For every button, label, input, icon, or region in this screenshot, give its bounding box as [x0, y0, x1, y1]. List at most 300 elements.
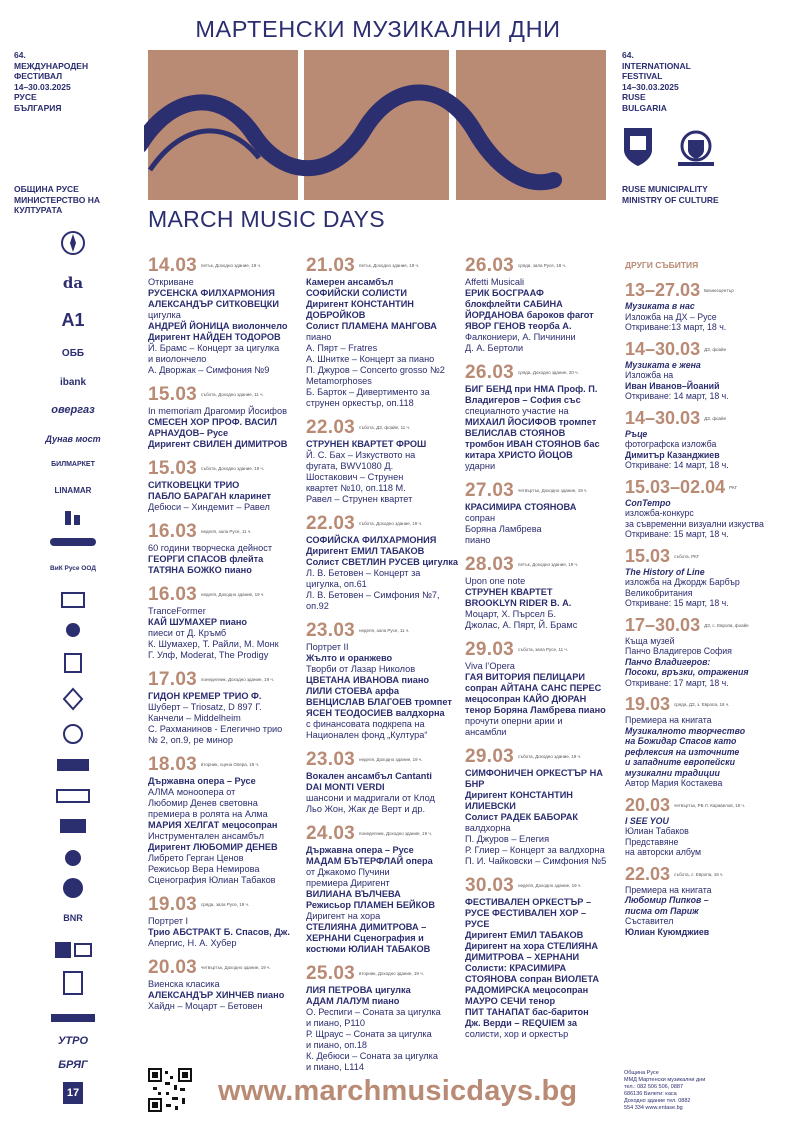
info-line: 64. [14, 50, 26, 60]
event-date: 29.03 [465, 639, 515, 660]
event-detail-line: Режисьор Вера Немирова [148, 864, 260, 874]
other-event-venue: събота, с. Европа, 18 ч. [674, 871, 724, 877]
program-column-3 [465, 255, 615, 1048]
event-detail-line: Канчели – Middelheim [148, 713, 241, 723]
other-event [625, 339, 795, 402]
concert-event [148, 894, 298, 949]
other-event-detail-line: Премиера на книгата [625, 715, 712, 725]
event-detail-line: ДИМИТРОВА – ХЕРНАНИ [465, 952, 580, 962]
sponsor-logo: 17 [63, 1082, 83, 1104]
event-detail-line: Държавна опера – Русе [148, 776, 256, 786]
sponsor-logo-mark [38, 1012, 108, 1024]
event-detail-line: Солисти: КРАСИМИРА [465, 963, 567, 973]
event-detail-line: П. Джуров – Елегия [465, 834, 550, 844]
event-date: 14.03 [148, 255, 198, 276]
event-detail-line: от Джакомо Пучини [306, 867, 390, 877]
event-detail-line: ГЕОРГИ СПАСОВ флейта [148, 554, 264, 564]
event-detail-line: РАДОМИРСКА мецосопран [465, 985, 589, 995]
other-event-date: 15.03 [625, 545, 671, 566]
event-detail-line: Либрето Герган Ценов [148, 853, 244, 863]
other-event-detail-line: Юлиан Табаков [625, 826, 689, 836]
event-detail-line: премиера Диригент [306, 878, 390, 888]
event-detail-line: Affetti Musicali [465, 277, 525, 287]
other-event-detail-line: фотографска изложба [625, 439, 717, 449]
other-event-detail-line: Откриване:13 март, 18 ч. [625, 322, 727, 332]
other-event-venue: събота, РКГ [674, 553, 700, 559]
other-event-venue: ДЗ, фоайе [704, 415, 727, 421]
event-detail-line: Солист СВЕТЛИН РУСЕВ цигулка [306, 557, 459, 567]
event-detail-line: Диригент на хора [306, 911, 381, 921]
other-event-detail-line: Иван Иванов–Йоаний [625, 380, 720, 391]
event-detail-line: TranceFormer [148, 606, 206, 616]
other-event-detail-line: Великобритания [625, 587, 693, 598]
event-detail-line: солисти, хор и оркестър [465, 1029, 569, 1039]
contact-line: 554 334 www.entase.bg [624, 1105, 683, 1111]
event-detail-line: ВИЛИАНА ВЪЛЧЕВА [306, 889, 401, 899]
event-detail-line: и виолончело [148, 354, 207, 364]
other-events-list [625, 280, 795, 943]
event-detail-line: Дж. Верди – REQUIEM за [465, 1018, 577, 1028]
concert-event [465, 480, 615, 546]
sponsor-logo: Дунав мост [45, 434, 101, 444]
sponsor-logo-mark [38, 786, 108, 806]
event-venue-time: понеделник, Доходно здание, 19 ч. [201, 677, 274, 682]
event-detail-line: Равел – Струнен квартет [306, 494, 413, 504]
sponsor-logo: BNR [63, 913, 83, 923]
event-detail-line: К. Шумахер, Т. Райли, М. Монк [148, 639, 279, 649]
event-detail-line: Metamorphoses [306, 376, 372, 386]
event-detail-line: Виенска класика [148, 979, 220, 989]
event-detail-line: ГИДОН КРЕМЕР ТРИО Ф. [148, 691, 262, 701]
event-detail-line: мецосопран КАЙО ДЮРАН [465, 694, 587, 704]
event-detail-line: ЛИЯ ПЕТРОВА цигулка [306, 985, 411, 995]
event-detail-line: Сценография Юлиан Табаков [148, 875, 276, 885]
other-event-detail-line: Откриване: 15 март, 18 ч. [625, 598, 729, 608]
event-detail-line: тромбон ИВАН СТОЯНОВ бас [465, 439, 600, 449]
concert-event [148, 384, 298, 450]
event-date: 17.03 [148, 669, 198, 690]
event-date: 22.03 [306, 513, 356, 534]
info-line: BULGARIA [622, 102, 667, 113]
event-date: 19.03 [148, 894, 198, 915]
other-event-date: 14–30.03 [625, 338, 701, 359]
event-detail-line: ЯВОР ГЕНОВ теорба А. [465, 321, 572, 331]
event-date: 15.03 [148, 458, 198, 479]
event-detail-line: ВЕЛИСЛАВ СТОЯНОВ [465, 428, 566, 438]
event-detail-line: АРНАУДОВ– Русе [148, 428, 229, 438]
event-detail-line: и пиано, P110 [306, 1018, 365, 1028]
concert-event [465, 255, 615, 354]
other-event [625, 795, 795, 858]
concert-event [148, 669, 298, 746]
org-line: МИНИСТЕРСТВО НА [14, 194, 100, 205]
event-date: 26.03 [465, 255, 515, 276]
event-detail-line: Б. Барток – Дивертименто за [306, 387, 430, 397]
sponsor-logo: УТРО [57, 1035, 89, 1047]
event-detail-line: ТАТЯНА БОЖКО пиано [148, 565, 252, 575]
event-detail-line: Дебюси – Хиндемит – Равел [148, 502, 270, 512]
event-detail-line: DAI MONTI VERDI [306, 782, 385, 792]
event-venue-time: сряда, зала Русе, 18 ч. [518, 263, 567, 268]
event-date: 24.03 [306, 823, 356, 844]
event-detail-line: ЯСЕН ТЕОДОСИЕВ валдхорна [306, 708, 445, 718]
contact-info [624, 1070, 754, 1112]
festival-logo-graphic [144, 50, 606, 210]
event-detail-line: ВЕНЦИСЛАВ БЛАГОЕВ тромпет [306, 697, 452, 707]
info-line: МЕЖДУНАРОДЕН [14, 60, 89, 71]
event-detail-line: СТЕЛИЯНА ДИМИТРОВА – [306, 922, 427, 932]
ruse-crest-icon [622, 126, 654, 168]
other-event-detail-line: на Божидар Спасов като [625, 736, 737, 746]
event-date: 30.03 [465, 875, 515, 896]
event-detail-line: 60 години творческа дейност [148, 543, 273, 553]
bulgaria-coat-of-arms-icon [672, 126, 720, 168]
event-detail-line: Льо Жон, Жак де Верт и др. [306, 804, 426, 814]
festival-info-bg [14, 50, 88, 113]
festival-info-en [622, 50, 691, 113]
concert-event [306, 620, 456, 741]
event-detail-line: оп.92 [306, 601, 329, 611]
event-detail-line: Диригент ЕМИЛ ТАБАКОВ [465, 930, 584, 940]
other-event-detail-line: Откриване: 14 март, 18 ч. [625, 460, 729, 470]
other-event-detail-line: Любомир Пипков – [625, 895, 709, 905]
event-detail-line: ЛИЛИ СТОЕВА арфа [306, 686, 399, 696]
event-detail-line: Джолас, А. Пярт, Й. Брамс [465, 620, 578, 630]
sponsor-logo-mark [38, 686, 108, 712]
event-detail-line: АЛЕКСАНДЪР ХИНЧЕВ пиано [148, 990, 285, 1000]
event-venue-time: вторник, сцена Опера, 19 ч. [201, 762, 260, 767]
event-detail-line: Фалкониери, А. Пичинини [465, 332, 576, 342]
sponsor-logo: LINAMAR [54, 485, 92, 495]
sponsor-logo: da [62, 274, 84, 292]
other-event-detail-line: Димитър Казанджиев [625, 449, 720, 460]
event-date: 29.03 [465, 746, 515, 767]
info-line: RUSE [622, 92, 646, 102]
event-detail-line: Диригент КОНСТАНТИН [306, 299, 414, 309]
event-detail-line: блокфлейти САБИНА [465, 299, 563, 309]
event-date: 16.03 [148, 584, 198, 605]
event-detail-line: валдхорна [465, 823, 511, 833]
event-venue-time: петък, Доходно здание, 19 ч. [518, 562, 579, 567]
event-detail-line: специалното участие на [465, 406, 569, 416]
info-line: РУСЕ [14, 92, 37, 102]
sponsor-logo: БРЯГ [58, 1059, 88, 1071]
other-event-venue: ДЗ, с. Европа, фоайе [704, 622, 749, 628]
event-detail-line: А. Дворжак – Симфония №9 [148, 365, 270, 375]
event-venue-time: неделя, Доходно здание, 19 ч. [359, 757, 423, 762]
event-detail-line: Вокален ансамбъл Cantanti [306, 771, 432, 781]
event-venue-time: петък, Доходно здание, 19 ч. [201, 263, 262, 268]
other-event-detail-line: Музикалното творчество [625, 725, 746, 736]
info-line: 14–30.03.2025 [14, 81, 71, 92]
event-detail-line: китара ХРИСТО ЙОЦОВ [465, 450, 573, 460]
event-detail-line: Диригент на хора СТЕЛИЯНА [465, 941, 599, 951]
event-date: 23.03 [306, 749, 356, 770]
other-event-detail-line: Панчо Владигеров София [625, 646, 732, 656]
event-detail-line: СТРУНЕН КВАРТЕТ [465, 587, 553, 597]
event-detail-line: РУСЕНСКА ФИЛХАРМОНИЯ [148, 288, 275, 298]
event-detail-line: Й. Брамс – Концерт за цигулка [148, 343, 280, 353]
info-line: 64. [622, 50, 634, 60]
other-event-date: 15.03–02.04 [625, 476, 726, 497]
concert-event [465, 362, 615, 472]
festival-website-link[interactable]: www.marchmusicdays.bg [218, 1075, 578, 1107]
sponsor-logo-mark [38, 590, 108, 610]
event-detail-line: Камерен ансамбъл [306, 277, 394, 287]
event-detail-line: ЦВЕТАНА ИВАНОВА пиано [306, 675, 429, 685]
event-venue-time: вторник, Доходно здание, 19 ч. [359, 971, 424, 976]
other-event-detail-line: за съвременни визуални изкуства [625, 518, 764, 529]
sponsor-logo-mark [38, 620, 108, 640]
other-event [625, 694, 795, 789]
other-event-venue: четвъртък, РБ Л. Каравелов, 18 ч. [674, 802, 746, 808]
event-detail-line: Viva l’Opera [465, 661, 515, 671]
other-event-detail-line: I SEE YOU [625, 815, 669, 826]
event-detail-line: СМЕСЕН ХОР ПРОФ. ВАСИЛ [148, 417, 277, 427]
event-detail-line: СОФИЙСКА ФИЛХАРМОНИЯ [306, 535, 437, 545]
sponsor-logo-mark [38, 938, 108, 962]
other-event-detail-line: писма от Париж [625, 905, 699, 916]
other-event [625, 615, 795, 689]
event-detail-line: струнен оркестър, оп.118 [306, 398, 414, 408]
other-event-detail-line: Откриване: 17 март, 18 ч. [625, 677, 729, 688]
event-detail-line: ИЛИЕВСКИ [465, 801, 516, 811]
other-event-venue: РКГ [729, 484, 738, 490]
event-venue-time: сряда, зала Русе, 19 ч. [201, 902, 250, 907]
event-detail-line: МАУРО СЕЧИ тенор [465, 996, 556, 1006]
event-detail-line: квартет №10, оп.118 М. [306, 483, 406, 493]
concert-event [148, 584, 298, 661]
event-venue-time: петък, Доходно здание, 19 ч. [359, 263, 420, 268]
other-event-date: 17–30.03 [625, 614, 701, 635]
event-detail-line: BROOKLYN RIDER В. А. [465, 598, 572, 608]
event-venue-time: понеделник, Доходно здание, 19 ч. [359, 831, 432, 836]
program-column-2 [306, 255, 459, 1081]
event-detail-line: фугата, BWV1080 Д. [306, 461, 394, 471]
sponsor-logo-box [38, 1082, 108, 1104]
other-event-venue: ДЗ, фоайе [704, 346, 727, 352]
event-venue-time: четвъртък, Доходно здание, 19 ч. [201, 965, 271, 970]
event-venue-time: неделя, зала Русе, 11 ч. [359, 628, 410, 633]
event-detail-line: РУСЕ ФЕСТИВАЛЕН ХОР – [465, 908, 587, 918]
other-event-detail-line: Къща музей [625, 635, 675, 646]
sponsor-logo: ibank [59, 376, 87, 388]
sponsor-logo: ВиК Русе ООД [50, 564, 96, 572]
sponsor-logo-mark [38, 650, 108, 676]
event-venue-time: събота, Доходно здание, 19 ч. [518, 754, 582, 759]
event-detail-line: ХЕРНАНИ Сценография и [306, 933, 424, 943]
organizers-en [622, 184, 719, 205]
event-detail-line: цигулка, оп.61 [306, 579, 367, 589]
event-date: 15.03 [148, 384, 198, 405]
other-event-detail-line: изложба на Джордж Барбър [625, 577, 740, 587]
event-detail-line: № 2, оп.9, ре минор [148, 735, 233, 745]
event-date: 16.03 [148, 521, 198, 542]
sponsor-logo-emblem [38, 228, 108, 258]
event-detail-line: In memoriam Драгомир Йосифов [148, 406, 287, 416]
contact-line: тел.: 082 506 506, 0887 [624, 1084, 684, 1090]
other-event-detail-line: Откриване: 15 март, 18 ч. [625, 529, 729, 539]
other-event-venue: сряда, ДЗ, з. Европа, 18 ч. [674, 702, 730, 707]
event-detail-line: АЛЕКСАНДЪР СИТКОВЕЦКИ [148, 299, 279, 309]
other-event-detail-line: Юлиан Куюмджиев [625, 926, 710, 937]
event-detail-line: Режисьор ПЛАМЕН БЕЙКОВ [306, 900, 435, 910]
contact-line: ММД Мартенски музикални дни [624, 1077, 706, 1083]
org-line: MINISTRY OF CULTURE [622, 194, 719, 205]
event-detail-line: Жълто и оранжево [306, 653, 393, 663]
sponsor-logo-mark [38, 848, 108, 868]
event-detail-line: шансони и мадригали от Клод [306, 793, 435, 803]
event-detail-line: АЛМА моноопера от [148, 787, 236, 797]
event-date: 21.03 [306, 255, 356, 276]
festival-title-en: MARCH MUSIC DAYS [148, 206, 385, 232]
organizers-bg [14, 184, 100, 216]
event-date: 28.03 [465, 554, 515, 575]
event-detail-line: О. Респиги – Соната за цигулка [306, 1007, 441, 1017]
event-venue-time: неделя, Доходно здание, 19 ч. [201, 592, 265, 597]
event-detail-line: АНДРЕЙ ЙОНИЦА виолончело [148, 321, 288, 331]
concert-event [306, 417, 456, 505]
event-detail-line: костюми ЮЛИАН ТАБАКОВ [306, 944, 431, 954]
event-detail-line: Upon one note [465, 576, 526, 586]
event-detail-line: и пиано, L114 [306, 1062, 364, 1072]
info-line: ФЕСТИВАЛ [14, 71, 63, 81]
other-event-detail-line: Изложба на [625, 370, 674, 380]
event-detail-line: Моцарт, Х. Пърсел Б. [465, 609, 557, 619]
sponsor-logo: ОББ [61, 347, 85, 359]
contact-line: Доходно здание тел. 0882 [624, 1098, 691, 1104]
concert-event [465, 554, 615, 631]
event-detail-line: Диригент ЕМИЛ ТАБАКОВ [306, 546, 425, 556]
other-event-detail-line: музикални традиции [625, 767, 720, 778]
event-date: 18.03 [148, 754, 198, 775]
festival-title-bg: МАРТЕНСКИ МУЗИКАЛНИ ДНИ [195, 16, 561, 42]
event-detail-line: СТОЯНОВА сопран ВИОЛЕТА [465, 974, 600, 984]
event-detail-line: Откриване [148, 277, 194, 287]
sponsor-logo: A1 [61, 309, 85, 330]
concert-event [148, 521, 298, 576]
event-detail-line: ударни [465, 461, 496, 471]
event-detail-line: Л. В. Бетовен – Концерт за [306, 568, 421, 578]
event-detail-line: тенор Боряна Ламбрева пиано [465, 705, 606, 715]
event-venue-time: неделя, зала Русе, 11 ч. [201, 529, 252, 534]
concert-event [148, 957, 298, 1012]
event-date: 26.03 [465, 362, 515, 383]
event-detail-line: Национален фонд „Култура“ [306, 730, 428, 740]
concert-event [306, 823, 456, 955]
event-detail-line: Р. Щраус – Соната за цигулка [306, 1029, 432, 1039]
event-detail-line: прочути оперни арии и [465, 716, 563, 726]
sponsor-logo-mark [38, 722, 108, 746]
info-line: FESTIVAL [622, 71, 663, 81]
other-event-detail-line: Автор Мария Костакева [625, 778, 723, 788]
other-event-venue: Бизнесцентър [704, 288, 734, 293]
event-detail-line: пиано [465, 535, 491, 545]
concert-event [148, 754, 298, 886]
other-event-detail-line: Премиера на книгата [625, 884, 712, 895]
event-detail-line: Л. В. Бетовен – Симфония №7, [306, 590, 440, 600]
event-detail-line: МИХАИЛ ЙОСИФОВ тромпет [465, 417, 597, 427]
event-detail-line: КАЙ ШУМАХЕР пиано [148, 617, 248, 627]
other-event [625, 408, 795, 471]
event-detail-line: Апергис, Н. А. Хубер [148, 938, 237, 948]
other-event-detail-line: The History of Line [625, 566, 705, 577]
other-event-detail-line: на авторски албум [625, 847, 702, 857]
event-detail-line: пиано [306, 332, 332, 342]
event-venue-time: събота, зала Русе, 11 ч. [518, 647, 569, 652]
other-event-detail-line: изложба-конкурс [625, 508, 694, 518]
event-date: 20.03 [148, 957, 198, 978]
event-detail-line: Диригент КОНСТАНТИН [465, 790, 573, 800]
event-detail-line: П. Джуров – Concerto grosso №2 [306, 365, 445, 375]
concert-event [465, 875, 615, 1040]
other-event [625, 477, 795, 540]
other-event-detail-line: и западните европейски [625, 757, 735, 767]
event-venue-time: сряда, Доходно здание, 20 ч. [518, 370, 579, 375]
event-venue-time: четвъртък, Доходно здание, 19 ч. [518, 488, 588, 493]
event-detail-line: Любомир Денев световна [148, 798, 258, 808]
event-detail-line: пиеси от Д. Кръмб [148, 628, 227, 638]
other-event [625, 546, 795, 609]
event-venue-time: събота, Доходно здание, 19 ч. [201, 466, 265, 471]
event-venue-time: събота, ДЗ, фоайе, 11 ч. [359, 425, 411, 430]
event-detail-line: АДАМ ЛАЛУМ пиано [306, 996, 400, 1006]
event-detail-line: ГАЯ ВИТОРИЯ ПЕЛИЦАРИ [465, 672, 585, 682]
event-detail-line: ДОБРОЙКОВ [306, 310, 366, 320]
event-venue-time: събота, Доходно здание, 11 ч. [201, 392, 264, 397]
sponsor-logo-mark [38, 754, 108, 776]
other-event-detail-line: Изложба на ДХ – Русе [625, 311, 717, 322]
event-detail-line: СТРУНЕН КВАРТЕТ ФРОШ [306, 439, 427, 449]
event-detail-line: РУСЕ [465, 919, 490, 929]
event-detail-line: С. Рахманинов - Елегично трио [148, 724, 283, 734]
event-detail-line: МАДАМ БЪТЕРФЛАЙ опера [306, 856, 433, 866]
sponsor-logo: БИЛМАРКЕТ [51, 460, 95, 468]
event-detail-line: цигулка [148, 310, 181, 320]
other-event-date: 13–27.03 [625, 280, 701, 300]
event-detail-line: Шуберт – Triosatz, D 897 Г. [148, 702, 262, 712]
other-event [625, 864, 795, 938]
event-detail-line: МАРИЯ ХЕЛГАТ мецосопран [148, 820, 278, 830]
event-detail-line: сопран [465, 513, 496, 523]
event-detail-line: и пиано, оп.18 [306, 1040, 368, 1050]
event-detail-line: Инструментален ансамбъл [148, 831, 264, 841]
contact-line: Община Русе [624, 1070, 659, 1076]
event-venue-time: събота, Доходно здание, 19 ч. [359, 521, 423, 526]
event-detail-line: Боряна Ламбрева [465, 524, 542, 534]
event-detail-line: ЙОРДАНОВА бароков фагот [465, 310, 594, 320]
other-event-detail-line: Ръце [625, 428, 648, 439]
event-detail-line: Диригент СВИЛЕН ДИМИТРОВ [148, 439, 288, 449]
other-event-detail-line: Съставител [625, 916, 674, 926]
other-event [625, 280, 795, 333]
event-detail-line: ансамбли [465, 727, 507, 737]
other-event-detail-line: Музиката е жена [625, 359, 701, 370]
concert-event [148, 255, 298, 376]
concert-event [465, 639, 615, 738]
event-date: 27.03 [465, 480, 515, 501]
org-line: RUSE MUNICIPALITY [622, 184, 708, 194]
event-date: 22.03 [306, 417, 356, 438]
event-date: 23.03 [306, 620, 356, 641]
event-detail-line: с финансовата подкрепа на [306, 719, 425, 729]
event-detail-line: СОФИЙСКИ СОЛИСТИ [306, 288, 407, 298]
other-event-detail-line: Откриване: 14 март, 18 ч. [625, 391, 729, 401]
concert-event [465, 746, 615, 867]
concert-event [306, 255, 456, 409]
concert-event [306, 749, 456, 815]
event-detail-line: К. Дебюси – Соната за цигулка [306, 1051, 438, 1061]
